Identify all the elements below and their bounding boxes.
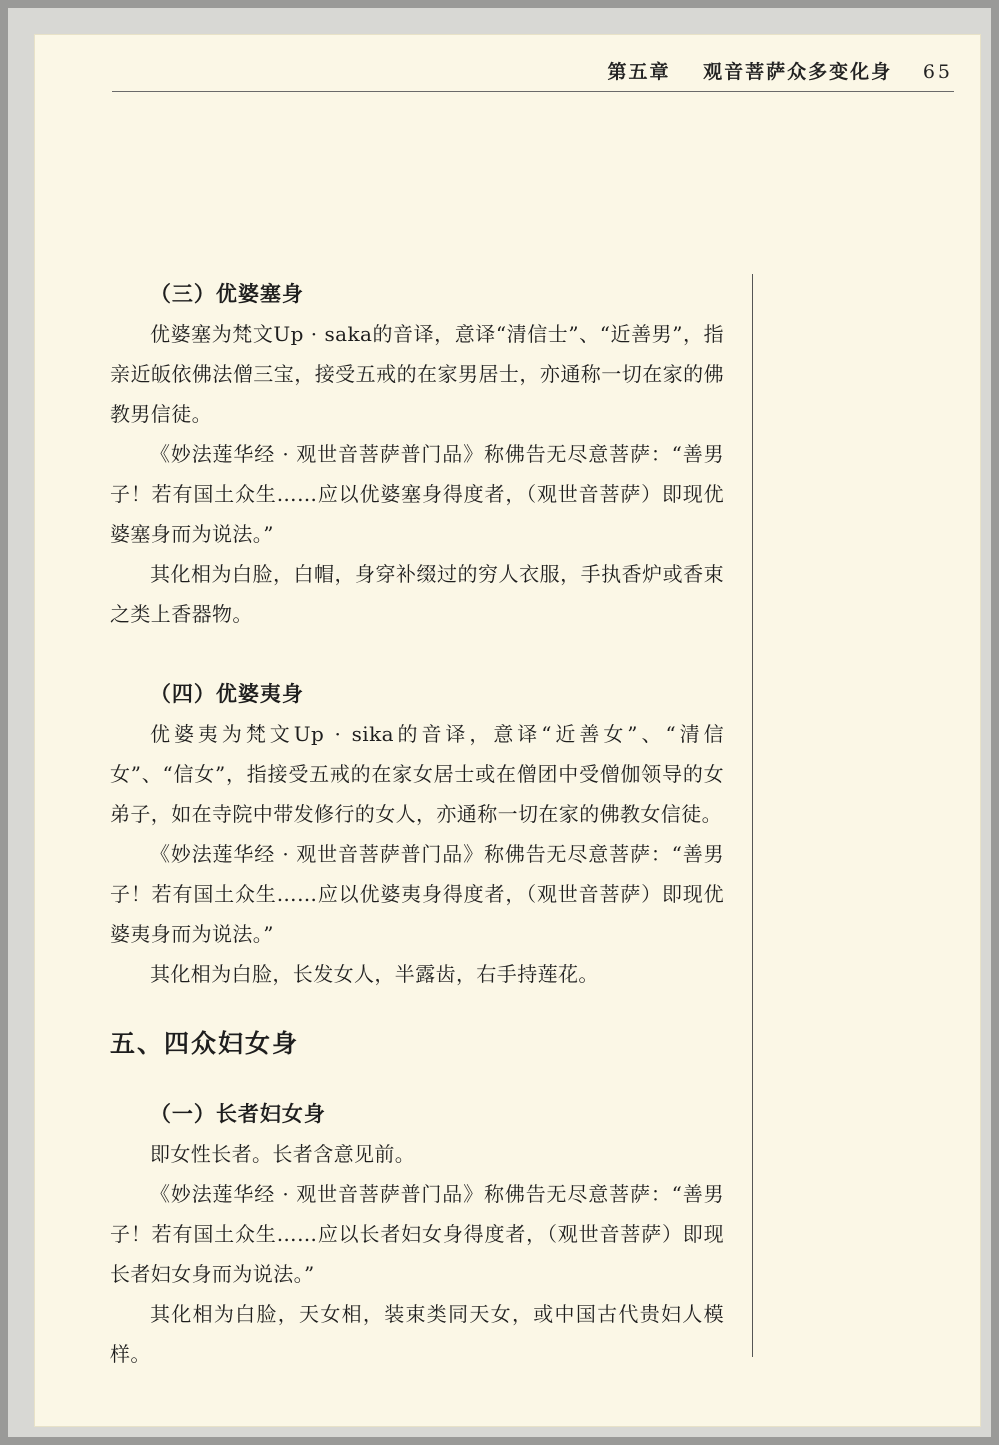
chapter-heading: 五、四众妇女身: [110, 1029, 300, 1058]
paragraph: 其化相为白脸，长发女人，半露齿，右手持莲花。: [150, 962, 599, 986]
spacer: [110, 634, 724, 674]
paragraph: 即女性长者。长者含意见前。: [150, 1142, 416, 1166]
margin-rule: [752, 274, 753, 1357]
page-number: 65: [922, 61, 953, 83]
book-page: [34, 34, 981, 1427]
paragraph: 其化相为白脸，白帽，身穿补缀过的穷人衣服，手执香炉或香束之类上香器物。: [110, 562, 724, 626]
section-heading-5-1: （一）长者妇女身: [149, 1101, 326, 1126]
spacer: [110, 994, 724, 1024]
paragraph: 其化相为白脸，天女相，装束类同天女，或中国古代贵妇人模样。: [110, 1302, 724, 1366]
section-heading-3: （三）优婆塞身: [149, 281, 304, 306]
running-header: [608, 57, 953, 84]
spacer: [110, 1064, 724, 1094]
header-chapter: 第五章: [607, 61, 671, 83]
paragraph: 优婆夷为梵文Up · sika的音译，意译“近善女”、“清信女”、“信女”，指接受五戒的在家女居士或在僧团中受僧伽领导的女弟子，如在寺院中带发修行的女人，亦通称一切在家的佛教女信徒。: [110, 722, 724, 826]
header-rule: [112, 91, 954, 92]
page-frame: [8, 8, 991, 1437]
section-heading-4: （四）优婆夷身: [149, 681, 304, 706]
paragraph: 《妙法莲华经 · 观世音菩萨普门品》称佛告无尽意菩萨：“善男子！若有国土众生……应以优婆塞身得度者，（观世音菩萨）即现优婆塞身而为说法。”: [110, 442, 724, 546]
paragraph: 《妙法莲华经 · 观世音菩萨普门品》称佛告无尽意菩萨：“善男子！若有国土众生……应以长者妇女身得度者，（观世音菩萨）即现长者妇女身而为说法。”: [110, 1182, 724, 1286]
paragraph: 《妙法莲华经 · 观世音菩萨普门品》称佛告无尽意菩萨：“善男子！若有国土众生……应以优婆夷身得度者，（观世音菩萨）即现优婆夷身而为说法。”: [110, 842, 724, 946]
body-text: [110, 274, 724, 1374]
header-title: 观音菩萨众多变化身: [703, 61, 893, 83]
paragraph: 优婆塞为梵文Up · saka的音译，意译“清信士”、“近善男”，指亲近皈依佛法僧三宝，接受五戒的在家男居士，亦通称一切在家的佛教男信徒。: [110, 322, 724, 426]
